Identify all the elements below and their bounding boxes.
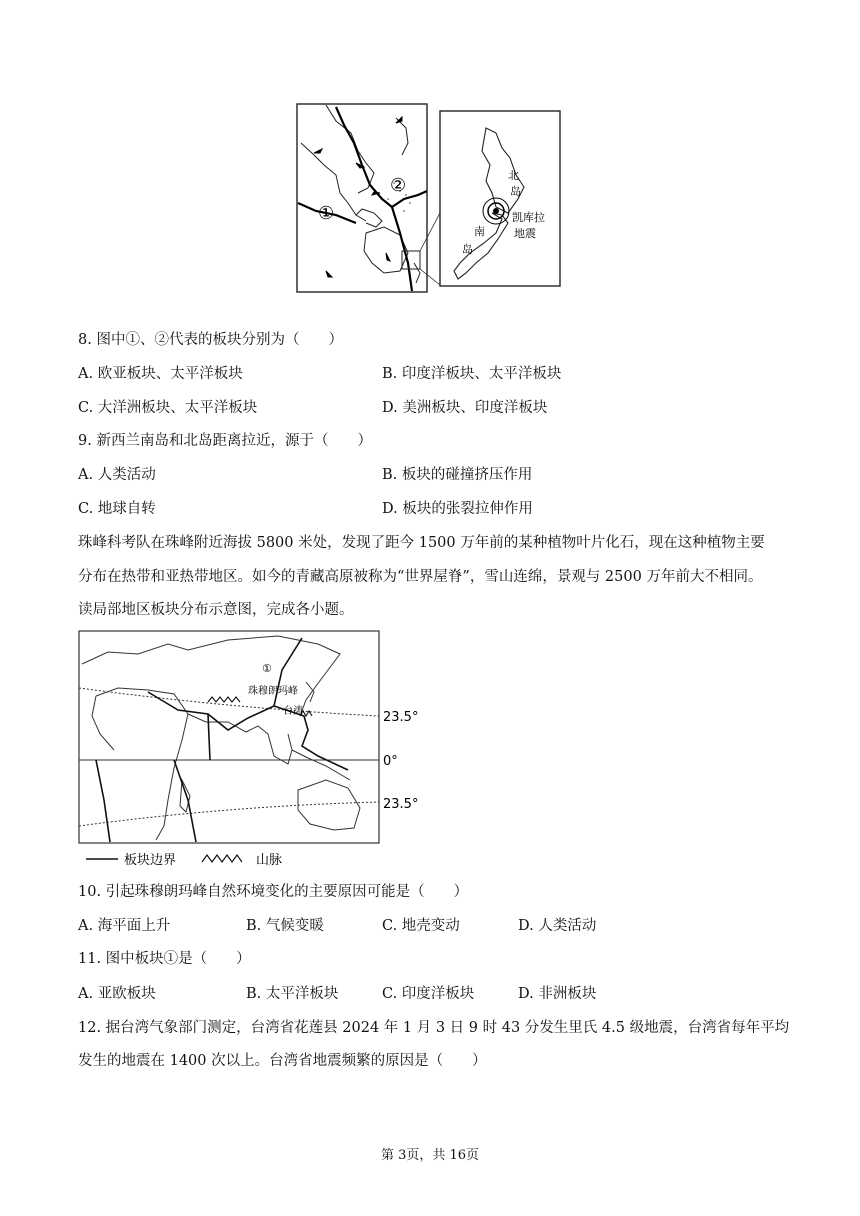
question-12-line-2: 发生的地震在 1400 次以上。台湾省地震频繁的原因是（ ） [78, 1053, 487, 1069]
latitude-label-south: 23.5° [383, 797, 418, 812]
question-8-option-b: B. 印度洋板块、太平洋板块 [382, 366, 562, 382]
question-8-option-a: A. 欧亚板块、太平洋板块 [78, 366, 243, 382]
figure1-plate-label-2: ② [390, 175, 407, 196]
question-10-stem: 10. 引起珠穆朗玛峰自然环境变化的主要原因可能是（ ） [78, 884, 469, 900]
question-9-stem: 9. 新西兰南岛和北岛距离拉近，源于（ ） [78, 433, 372, 449]
page-footer: 第 3页，共 16页 [380, 1148, 480, 1163]
figure1-plate-label-1: ① [318, 203, 335, 224]
inset-label-north: 北 [508, 169, 519, 182]
passage-line-3: 读局部地区板块分布示意图，完成各小题。 [78, 602, 354, 618]
legend-boundary-label: 板块边界 [124, 853, 177, 868]
question-10-option-a: A. 海平面上升 [78, 918, 171, 934]
figure2-plate-label-1: ① [262, 662, 272, 675]
question-9-option-d: D. 板块的张裂拉伸作用 [382, 501, 533, 517]
legend-mountain-label: 山脉 [256, 853, 283, 868]
passage-line-2: 分布在热带和亚热带地区。如今的青藏高原被称为“世界屋脊”，雪山连绵，景观与 2500 万年前大不相同。 [78, 569, 763, 585]
figure2-label-everest: 珠穆朗玛峰 [248, 686, 298, 697]
figure2-label-taiwan: 台湾 [283, 706, 303, 717]
inset-label-south: 岛 [462, 243, 473, 256]
question-10-option-d: D. 人类活动 [518, 918, 597, 934]
question-11-option-a: A. 亚欧板块 [78, 986, 156, 1002]
figure-plate-distribution-map [78, 630, 418, 870]
latitude-label-north: 23.5° [383, 710, 418, 725]
question-10-option-b: B. 气候变暖 [246, 918, 324, 934]
question-8-option-d: D. 美洲板块、印度洋板块 [382, 400, 548, 416]
question-11-option-b: B. 太平洋板块 [246, 986, 339, 1002]
question-10-option-c: C. 地壳变动 [382, 918, 460, 934]
inset-label-north: 岛 [510, 185, 521, 198]
inset-label-quake: 地震 [514, 227, 536, 240]
passage-line-1: 珠峰科考队在珠峰附近海拔 5800 米处，发现了距今 1500 万年前的某种植物叶片化石，现在这种植物主要 [78, 535, 765, 551]
question-11-option-c: C. 印度洋板块 [382, 986, 475, 1002]
question-8-option-c: C. 大洋洲板块、太平洋板块 [78, 400, 258, 416]
question-9-option-b: B. 板块的碰撞挤压作用 [382, 467, 533, 483]
question-9-option-a: A. 人类活动 [78, 467, 156, 483]
question-8-stem: 8. 图中①、②代表的板块分别为（ ） [78, 332, 343, 348]
inset-label-quake: 凯库拉 [512, 211, 545, 224]
figure-plate-map-new-zealand [296, 103, 568, 295]
legend-mountain-icon [202, 855, 242, 862]
question-9-option-c: C. 地球自转 [78, 501, 156, 517]
inset-label-south: 南 [474, 225, 485, 238]
question-11-option-d: D. 非洲板块 [518, 986, 597, 1002]
question-12-line-1: 12. 据台湾气象部门测定，台湾省花莲县 2024 年 1 月 3 日 9 时 43 分发生里氏 4.5 级地震，台湾省每年平均 [78, 1020, 790, 1036]
question-11-stem: 11. 图中板块①是（ ） [78, 951, 251, 967]
latitude-label-equator: 0° [383, 754, 398, 769]
